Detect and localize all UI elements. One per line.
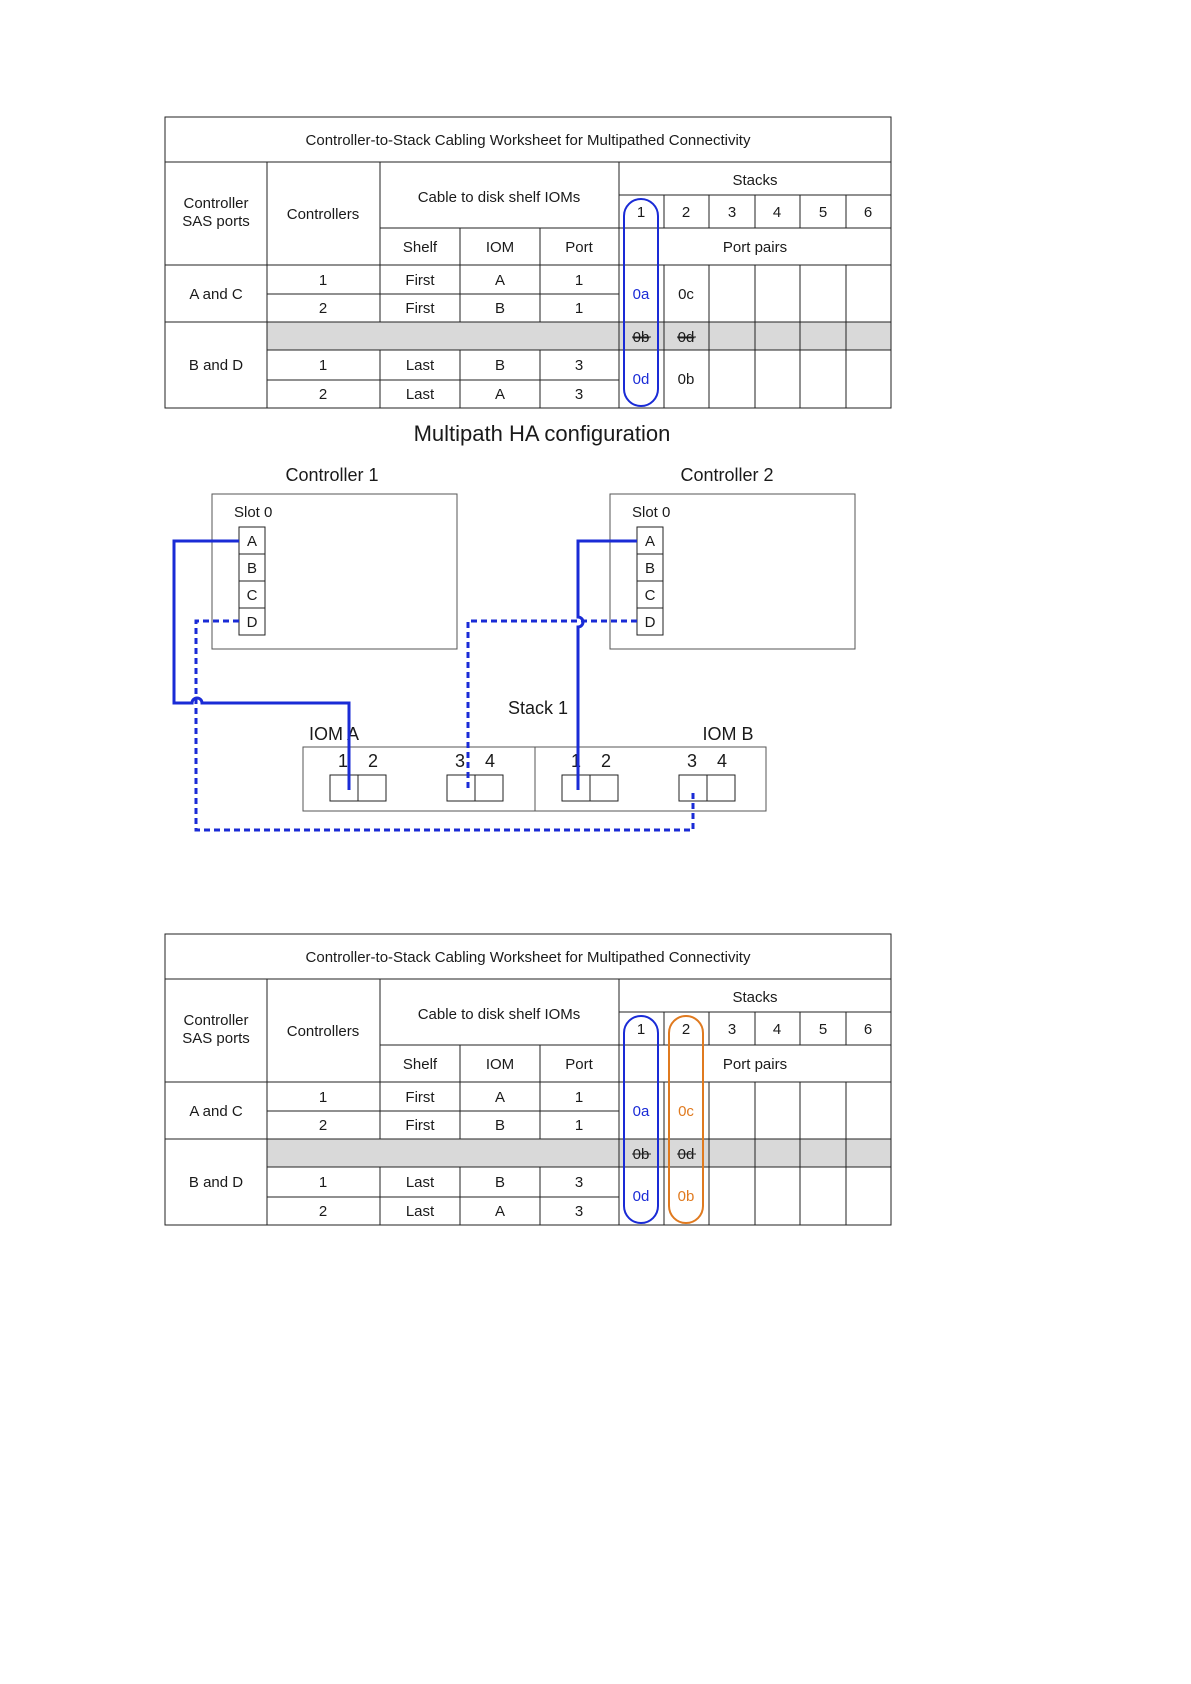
port-label: C <box>246 587 258 604</box>
col-stacks: Stacks <box>732 989 778 1006</box>
col-controller-sas-line1: Controller <box>183 1012 249 1029</box>
table-row <box>319 357 583 374</box>
pair-0b: 0b <box>677 371 695 388</box>
cell-iom: B <box>494 1117 506 1134</box>
col-controller-sas-line2: SAS ports <box>182 1030 250 1047</box>
cell-port: 1 <box>574 272 584 289</box>
cell-iom: A <box>494 386 506 403</box>
pair-0b-struck: 0b <box>632 1146 650 1163</box>
cell-shelf: First <box>405 1089 435 1106</box>
col-cable: Cable to disk shelf IOMs <box>417 1006 581 1023</box>
cell-iom: B <box>494 357 506 374</box>
iom-port-label: 3 <box>454 751 466 771</box>
cell-controller: 2 <box>318 1203 328 1220</box>
stack-number-2: 2 <box>681 1021 691 1038</box>
cell-port: 3 <box>574 357 584 374</box>
iom-port-label: 2 <box>600 751 612 771</box>
cell-shelf: First <box>405 1117 435 1134</box>
table-row <box>319 1203 583 1220</box>
worksheet-1 <box>165 117 891 408</box>
port-label: D <box>246 614 258 631</box>
pair-0d-struck: 0d <box>677 329 695 346</box>
iom-a-label: IOM A <box>308 724 360 744</box>
iom-port <box>330 775 358 801</box>
worksheet-border <box>165 117 891 408</box>
cell-port: 1 <box>574 300 584 317</box>
cell-port: 3 <box>574 1174 584 1191</box>
col-controllers: Controllers <box>286 1023 360 1040</box>
sub-port-pairs: Port pairs <box>722 239 788 256</box>
stack-number-5: 5 <box>818 204 828 221</box>
iom-port <box>590 775 618 801</box>
stack-number-5: 5 <box>818 1021 828 1038</box>
cell-iom: A <box>494 1089 506 1106</box>
controller-1-ports <box>239 527 265 635</box>
sub-port: Port <box>565 239 593 256</box>
pair-0a: 0a <box>632 286 650 303</box>
table-row <box>319 300 583 317</box>
controller-1-slot: Slot 0 <box>234 504 273 521</box>
sub-port-pairs: Port pairs <box>722 1056 788 1073</box>
cell-iom: B <box>494 1174 506 1191</box>
table-row <box>319 386 583 403</box>
iom-port-label: 4 <box>484 751 496 771</box>
sub-shelf: Shelf <box>402 239 438 256</box>
col-cable: Cable to disk shelf IOMs <box>417 189 581 206</box>
cell-shelf: First <box>405 272 435 289</box>
iom-b-label: IOM B <box>702 724 754 744</box>
controller-2-ports <box>637 527 663 635</box>
pair-0d: 0d <box>632 371 650 388</box>
cell-controller: 2 <box>318 300 328 317</box>
iom-port-label: 1 <box>570 751 582 771</box>
group-b-and-d: B and D <box>188 1174 244 1191</box>
pair-0d: 0d <box>632 1188 650 1205</box>
iom-port-label: 3 <box>686 751 698 771</box>
table-row <box>319 1089 583 1106</box>
worksheet-2 <box>165 934 891 1225</box>
pair-0a: 0a <box>632 1103 650 1120</box>
cell-shelf: Last <box>405 1174 435 1191</box>
table-row <box>319 1174 583 1191</box>
col-controllers: Controllers <box>286 206 360 223</box>
cell-iom: A <box>494 272 506 289</box>
stack-number-4: 4 <box>772 1021 782 1038</box>
col-controller-sas-line1: Controller <box>183 195 249 212</box>
worksheet-border <box>165 934 891 1225</box>
stack-number-4: 4 <box>772 204 782 221</box>
pair-0c: 0c <box>678 1103 694 1120</box>
controller-1-label: Controller 1 <box>285 465 379 485</box>
stack-number-6: 6 <box>863 204 873 221</box>
cell-shelf: First <box>405 300 435 317</box>
port-label: A <box>246 533 258 550</box>
cell-controller: 1 <box>318 1089 328 1106</box>
iom-port <box>707 775 735 801</box>
iom-port <box>562 775 590 801</box>
port-label: C <box>644 587 656 604</box>
group-a-and-c: A and C <box>189 1103 243 1120</box>
pair-0c: 0c <box>678 286 694 303</box>
pair-0b-struck: 0b <box>632 329 650 346</box>
pair-0d-struck: 0d <box>677 1146 695 1163</box>
group-b-and-d: B and D <box>188 357 244 374</box>
col-stacks: Stacks <box>732 172 778 189</box>
cell-controller: 2 <box>318 1117 328 1134</box>
stack-number-6: 6 <box>863 1021 873 1038</box>
cell-port: 1 <box>574 1117 584 1134</box>
cell-iom: B <box>494 300 506 317</box>
table-row <box>319 1117 583 1134</box>
iom-port <box>447 775 475 801</box>
stack-number-1: 1 <box>636 204 646 221</box>
port-label: B <box>644 560 656 577</box>
cell-port: 1 <box>574 1089 584 1106</box>
cell-controller: 1 <box>318 1174 328 1191</box>
pair-0b: 0b <box>677 1188 695 1205</box>
worksheet-title: Controller-to-Stack Cabling Worksheet for Multipathed Connectivity <box>305 949 751 966</box>
cell-shelf: Last <box>405 357 435 374</box>
iom-port-label: 2 <box>367 751 379 771</box>
controller-2-label: Controller 2 <box>680 465 774 485</box>
controller-2-slot: Slot 0 <box>632 504 671 521</box>
iom-port <box>358 775 386 801</box>
cell-controller: 2 <box>318 386 328 403</box>
sub-iom: IOM <box>485 239 515 256</box>
cell-shelf: Last <box>405 1203 435 1220</box>
diagram-title: Multipath HA configuration <box>413 421 671 446</box>
cell-iom: A <box>494 1203 506 1220</box>
cell-port: 3 <box>574 1203 584 1220</box>
cell-port: 3 <box>574 386 584 403</box>
iom-port-label: 4 <box>716 751 728 771</box>
sub-iom: IOM <box>485 1056 515 1073</box>
stack-number-3: 3 <box>727 204 737 221</box>
stack-1-label: Stack 1 <box>507 698 569 718</box>
cell-controller: 1 <box>318 357 328 374</box>
port-label: B <box>246 560 258 577</box>
table-row <box>319 272 583 289</box>
group-a-and-c: A and C <box>189 286 243 303</box>
port-label: A <box>644 533 656 550</box>
cell-shelf: Last <box>405 386 435 403</box>
stack-number-3: 3 <box>727 1021 737 1038</box>
col-controller-sas-line2: SAS ports <box>182 213 250 230</box>
stack-number-2: 2 <box>681 204 691 221</box>
separator-row <box>267 322 891 350</box>
cell-controller: 1 <box>318 272 328 289</box>
multipath-diagram <box>174 421 855 830</box>
iom-port <box>475 775 503 801</box>
worksheet-title: Controller-to-Stack Cabling Worksheet for Multipathed Connectivity <box>305 132 751 149</box>
port-label: D <box>644 614 656 631</box>
sub-port: Port <box>565 1056 593 1073</box>
stack-number-1: 1 <box>636 1021 646 1038</box>
separator-row <box>267 1139 891 1167</box>
sub-shelf: Shelf <box>402 1056 438 1073</box>
iom-port-label: 1 <box>337 751 349 771</box>
